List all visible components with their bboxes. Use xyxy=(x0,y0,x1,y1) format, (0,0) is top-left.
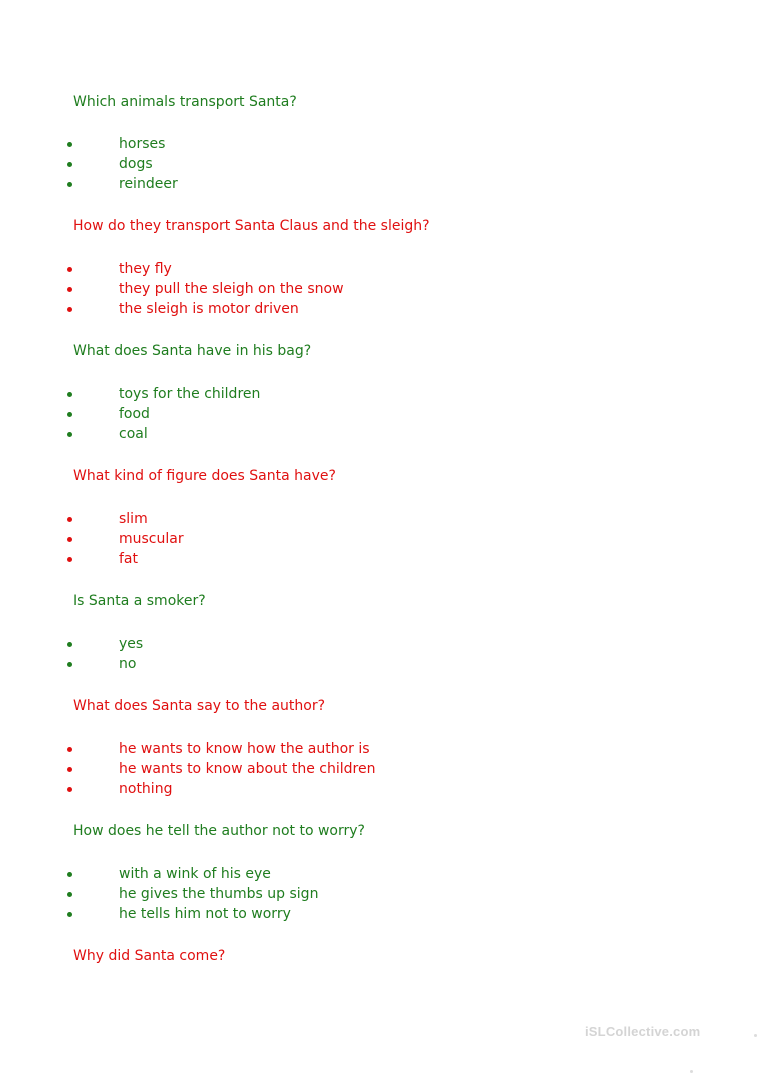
question-2: How do they transport Santa Claus and the sleigh? xyxy=(73,218,430,234)
bullet-icon xyxy=(67,307,72,312)
bullet-icon xyxy=(67,557,72,562)
question-6: What does Santa say to the author? xyxy=(73,698,326,714)
bullet-icon xyxy=(67,432,72,437)
bullet-icon xyxy=(67,142,72,147)
question-8: Why did Santa come? xyxy=(73,948,226,964)
bullet-icon xyxy=(67,267,72,272)
worksheet-page: Which animals transport Santa? horses dogs reindeer How do they transport Santa Claus and the sleigh? they fly they pull the sleigh on the snow the sleigh is motor driven What does Santa have in his bag? toys for the children food coal What kind of figure does Santa have? slim muscular fat Is Santa a smoker? yes no What does Santa say to the author? he wants to know how the author is he wants to know about the children nothing How does he tell the author not to worry? with a wink of his eye he gives the thumbs up sign he tells him not to worry Why did Santa come? iSLCollective.com xyxy=(0,0,763,1079)
bullet-icon xyxy=(67,412,72,417)
bullet-icon xyxy=(67,912,72,917)
question-1: Which animals transport Santa? xyxy=(73,94,297,110)
bullet-icon xyxy=(67,162,72,167)
watermark-dot-icon xyxy=(754,1034,757,1037)
watermark-dot-icon xyxy=(690,1070,693,1073)
bullet-icon xyxy=(67,892,72,897)
bullet-icon xyxy=(67,747,72,752)
watermark-logo: iSLCollective.com xyxy=(585,1024,701,1039)
question-3: What does Santa have in his bag? xyxy=(73,343,312,359)
bullet-icon xyxy=(67,662,72,667)
question-4: What kind of figure does Santa have? xyxy=(73,468,336,484)
bullet-icon xyxy=(67,767,72,772)
bullet-icon xyxy=(67,787,72,792)
bullet-icon xyxy=(67,642,72,647)
question-7: How does he tell the author not to worry? xyxy=(73,823,365,839)
bullet-icon xyxy=(67,537,72,542)
bullet-icon xyxy=(67,517,72,522)
question-5: Is Santa a smoker? xyxy=(73,593,206,609)
bullet-icon xyxy=(67,182,72,187)
bullet-icon xyxy=(67,872,72,877)
bullet-icon xyxy=(67,287,72,292)
bullet-icon xyxy=(67,392,72,397)
